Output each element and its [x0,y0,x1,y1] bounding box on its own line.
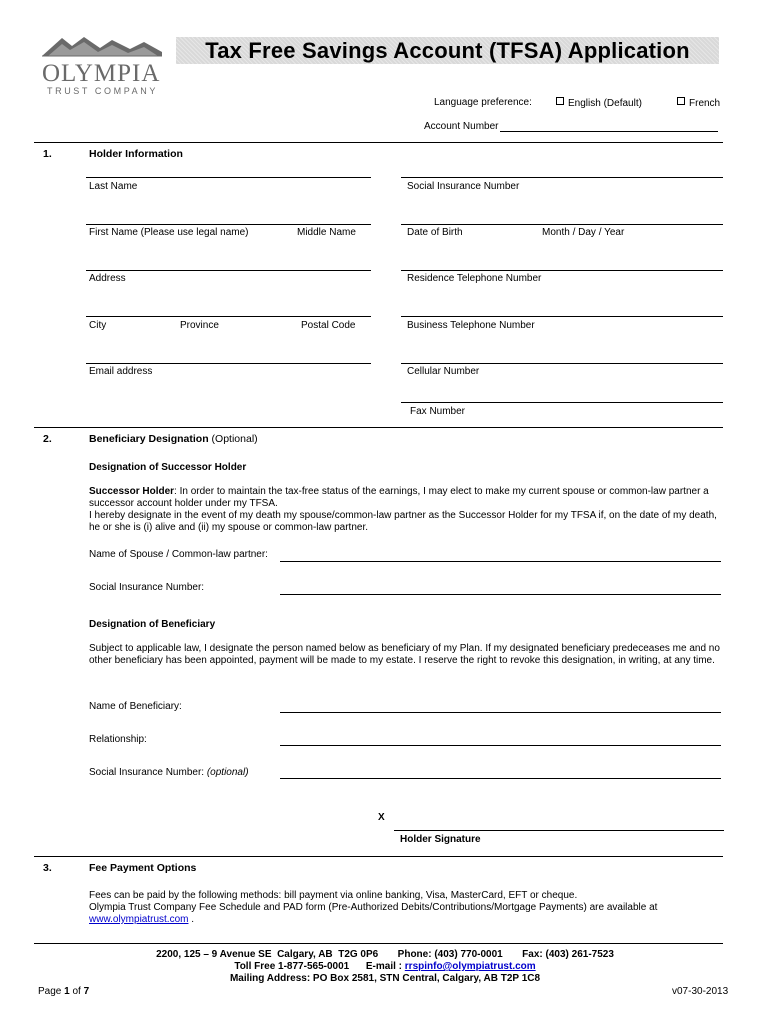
successor-paragraph [89,486,724,534]
section3-title: Fee Payment Options [89,862,197,874]
logo-subtitle: TRUST COMPANY [47,86,158,96]
spouse-sin-label: Social Insurance Number: [89,582,205,593]
relationship-label: Relationship: [89,734,147,745]
section3-number: 3. [43,862,52,874]
residence-phone-label: Residence Telephone Number [407,273,542,284]
successor-para1: : In order to maintain the tax-free status of the earnings, I may elect to make my current spouse or common-law partner a successor account holder under my TFSA. [89,486,709,509]
page-total: 7 [83,986,90,997]
website-link[interactable]: www.olympiatrust.com [89,914,189,925]
optional-label: (optional) [206,767,249,778]
dob-format-label: Month / Day / Year [542,227,625,238]
spouse-name-label: Name of Spouse / Common-law partner: [89,549,268,560]
beneficiary-name-label: Name of Beneficiary: [89,701,182,712]
last-name-field[interactable] [86,177,371,178]
beneficiary-sin-label: Social Insurance Number: [89,767,205,778]
checkbox-icon [677,97,685,105]
postal-code-label: Postal Code [301,320,356,331]
fax-label: Fax Number [410,406,466,417]
business-phone-label: Business Telephone Number [407,320,535,331]
account-number-label: Account Number [424,121,499,132]
fee-paragraph [89,890,724,926]
holder-signature-label: Holder Signature [400,834,481,845]
footer-divider [34,943,723,944]
section-divider [34,856,723,857]
mountain-logo-icon [40,34,165,62]
checkbox-icon [556,97,564,105]
successor-lead: Successor Holder [89,486,175,497]
footer-toll-free: Toll Free 1-877-565-0001 E-mail : [234,961,405,972]
french-label: French [689,98,721,109]
company-logo [40,34,165,96]
beneficiary-paragraph: Subject to applicable law, I designate the person named below as beneficiary of my Plan. If my designated beneficiary predeceases me and no other beneficiary has been appointed, payment will be made to my estate. I reserve the right to revoke this designation, in writing, at any time. [89,643,720,666]
successor-para2: I hereby designate in the event of my death my spouse/common-law partner as the Successor Holder for my TFSA if, on the date of my death, he or she is (i) alive and (ii) my spouse or common-law partner. [89,510,717,533]
section-divider [34,142,723,143]
footer-line3: Mailing Address: PO Box 2581, STN Central, Calgary, AB T2P 1C8 [229,973,541,984]
beneficiary-heading: Designation of Beneficiary [89,619,216,630]
successor-heading: Designation of Successor Holder [89,462,247,473]
english-checkbox[interactable] [556,97,642,109]
dob-field[interactable] [401,224,723,225]
address-field[interactable] [86,270,371,271]
spouse-sin-field[interactable] [280,594,721,595]
section-divider [34,427,723,428]
province-label: Province [180,320,219,331]
section1-number: 1. [43,148,52,160]
address-label: Address [89,273,126,284]
sin-field[interactable] [401,177,723,178]
footer-line1: 2200, 125 – 9 Avenue SE Calgary, AB T2G 0P6 Phone: (403) 770-0001 Fax: (403) 261-7523 [156,949,614,960]
city-field[interactable] [86,316,371,317]
fee-para1: Fees can be paid by the following methods: bill payment via online banking, Visa, MasterCard, EFT or cheque. [89,890,578,901]
page-mid: of [69,986,84,997]
section2-number: 2. [43,433,52,445]
page-title: Tax Free Savings Account (TFSA) Application [205,38,690,63]
page-current: 1 [64,986,70,997]
section2-title-suffix: (Optional) [211,433,258,445]
english-label: English (Default) [568,98,642,109]
section1-title: Holder Information [89,148,183,160]
cellular-label: Cellular Number [407,366,480,377]
sin-label: Social Insurance Number [407,181,520,192]
business-phone-field[interactable] [401,316,723,317]
relationship-field[interactable] [280,745,721,746]
version-label: v07-30-2013 [672,986,729,997]
city-label: City [89,320,107,331]
dob-label: Date of Birth [407,227,463,238]
section2-title-wrap [89,433,258,445]
middle-name-label: Middle Name [297,227,356,238]
email-label: Email address [89,366,153,377]
holder-signature-field[interactable] [394,830,724,831]
first-name-label: First Name (Please use legal name) [89,227,249,238]
logo-name: OLYMPIA [42,60,161,87]
email-field[interactable] [86,363,371,364]
footer-email-link[interactable]: rrspinfo@olympiatrust.com [404,961,536,972]
language-label: Language preference: [434,97,532,108]
cellular-field[interactable] [401,363,723,364]
signature-x: X [378,812,385,823]
account-number-field[interactable] [500,131,718,132]
link-suffix: . [188,914,195,925]
beneficiary-sin-field[interactable] [280,778,721,779]
spouse-name-field[interactable] [280,561,721,562]
fax-field[interactable] [401,402,723,403]
beneficiary-sin-label-wrap [89,767,249,778]
fee-para2: Olympia Trust Company Fee Schedule and PAD form (Pre-Authorized Debits/Contributions/Mortgage Payments) are available at [89,902,658,913]
footer-line2 [0,961,770,973]
footer-address [0,949,770,985]
residence-phone-field[interactable] [401,270,723,271]
beneficiary-name-field[interactable] [280,712,721,713]
section2-title: Beneficiary Designation [89,433,209,445]
last-name-label: Last Name [89,181,138,192]
page-number [38,986,89,997]
french-checkbox[interactable] [677,97,720,109]
title-banner [176,37,719,64]
page-prefix: Page [38,986,65,997]
first-name-field[interactable] [86,224,371,225]
